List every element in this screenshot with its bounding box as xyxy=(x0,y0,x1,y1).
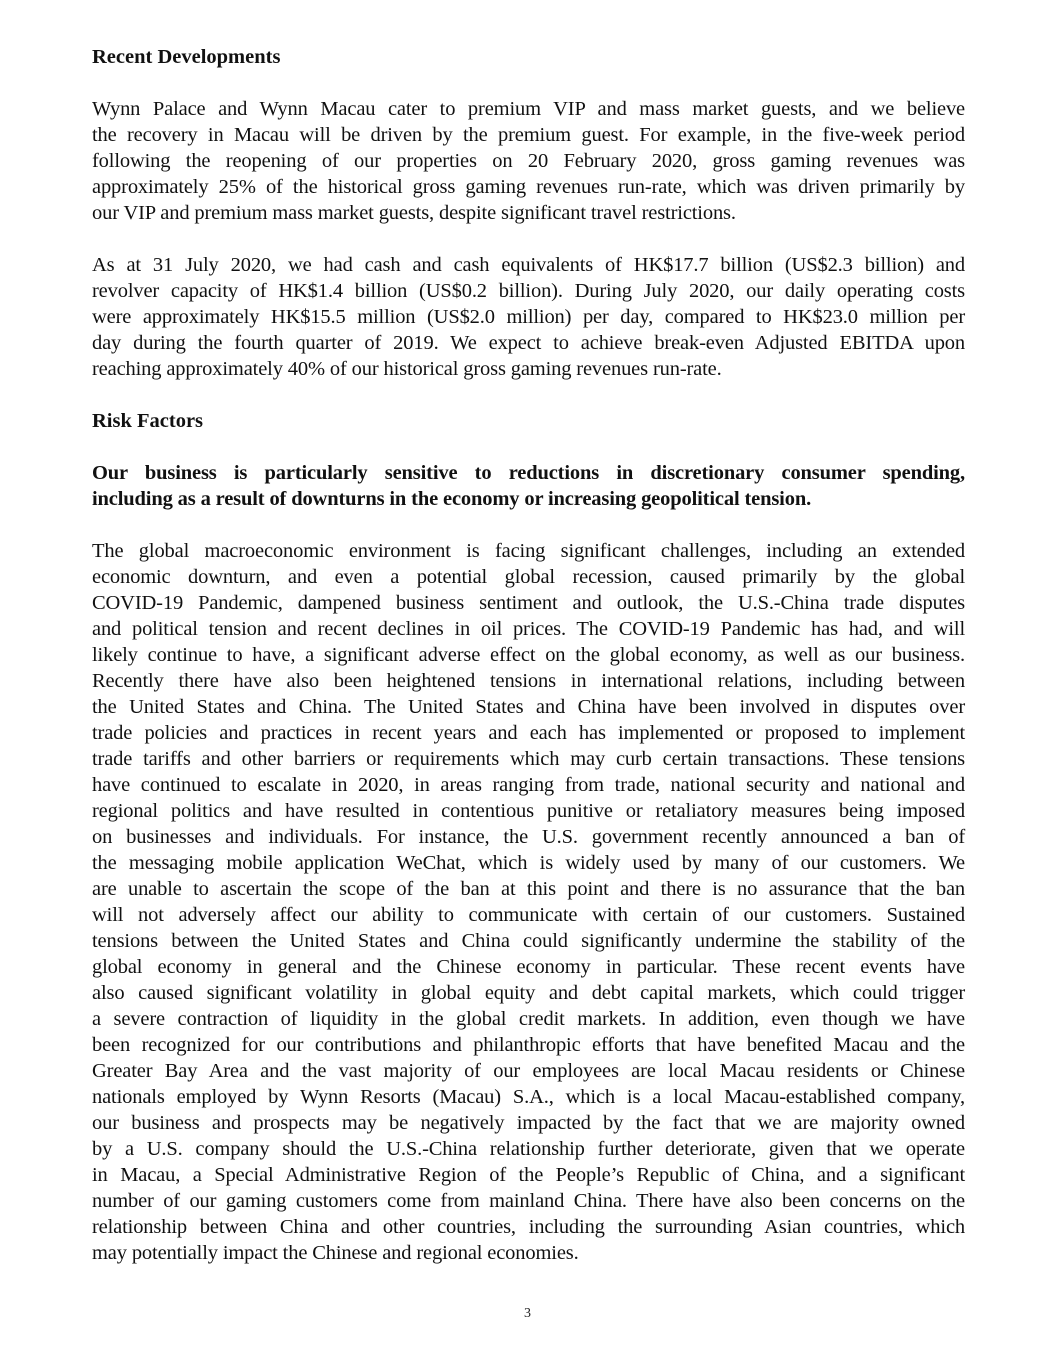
text-line: by a U.S. company should the U.S.-China relationship further deteriorate, given that we operate xyxy=(92,1138,965,1160)
paragraph-liquidity xyxy=(92,252,965,382)
spacer xyxy=(92,512,965,538)
text-line: Our business is particularly sensitive to reductions in discretionary consumer spending, xyxy=(92,462,965,484)
text-line: number of our gaming customers come from mainland China. There have also been concerns on the xyxy=(92,1190,965,1212)
text-line: COVID-19 Pandemic, dampened business sentiment and outlook, the U.S.-China trade disputes xyxy=(92,592,965,614)
text-line: day during the fourth quarter of 2019. We expect to achieve break-even Adjusted EBITDA upon xyxy=(92,332,965,354)
text-line: reaching approximately 40% of our historical gross gaming revenues run-rate. xyxy=(92,358,722,380)
text-line: As at 31 July 2020, we had cash and cash equivalents of HK$17.7 billion (US$2.3 billion) and xyxy=(92,254,965,276)
text-line: the United States and China. The United States and China have been involved in disputes over xyxy=(92,696,965,718)
text-line: been recognized for our contributions and philanthropic efforts that have benefited Macau and the xyxy=(92,1034,965,1056)
text-line: revolver capacity of HK$1.4 billion (US$0.2 billion). During July 2020, our daily operating costs xyxy=(92,280,965,302)
paragraph-recovery xyxy=(92,96,965,226)
text-line: nationals employed by Wynn Resorts (Macau) S.A., which is a local Macau-established company, xyxy=(92,1086,965,1108)
text-line: will not adversely affect our ability to communicate with certain of our customers. Sustained xyxy=(92,904,965,926)
text-line: Recently there have also been heightened tensions in international relations, including between xyxy=(92,670,965,692)
spacer xyxy=(92,70,965,96)
text-line: are unable to ascertain the scope of the ban at this point and there is no assurance that the ban xyxy=(92,878,965,900)
text-line: following the reopening of our properties on 20 February 2020, gross gaming revenues was xyxy=(92,150,965,172)
text-line: global economy in general and the Chinese economy in particular. These recent events have xyxy=(92,956,965,978)
text-line: regional politics and have resulted in contentious punitive or retaliatory measures being imposed xyxy=(92,800,965,822)
text-line: approximately 25% of the historical gross gaming revenues run-rate, which was driven primarily by xyxy=(92,176,965,198)
text-line: trade tariffs and other barriers or requirements which may curb certain transactions. These tensions xyxy=(92,748,965,770)
spacer xyxy=(92,434,965,460)
document-page xyxy=(92,44,965,1266)
text-line: in Macau, a Special Administrative Region of the People’s Republic of China, and a significant xyxy=(92,1164,965,1186)
text-line: tensions between the United States and China could significantly undermine the stability of the xyxy=(92,930,965,952)
text-line: a severe contraction of liquidity in the global credit markets. In addition, even though we have xyxy=(92,1008,965,1030)
text-line: on businesses and individuals. For instance, the U.S. government recently announced a ban of xyxy=(92,826,965,848)
text-line: the messaging mobile application WeChat, which is widely used by many of our customers. We xyxy=(92,852,965,874)
spacer xyxy=(92,226,965,252)
text-line: Greater Bay Area and the vast majority of our employees are local Macau residents or Chinese xyxy=(92,1060,965,1082)
text-line: The global macroeconomic environment is facing significant challenges, including an extended xyxy=(92,540,965,562)
section-heading-recent-developments: Recent Developments xyxy=(92,46,281,68)
text-line: and political tension and recent declines in oil prices. The COVID-19 Pandemic has had, and will xyxy=(92,618,965,640)
text-line: including as a result of downturns in the economy or increasing geopolitical tension. xyxy=(92,488,812,510)
page-number: 3 xyxy=(524,1306,531,1321)
risk-factor-subheading xyxy=(92,460,965,512)
text-line: were approximately HK$15.5 million (US$2.0 million) per day, compared to HK$23.0 million per xyxy=(92,306,965,328)
text-line: have continued to escalate in 2020, in areas ranging from trade, national security and national and xyxy=(92,774,965,796)
text-line: trade policies and practices in recent years and each has implemented or proposed to implement xyxy=(92,722,965,744)
text-line: relationship between China and other countries, including the surrounding Asian countries, which xyxy=(92,1216,965,1238)
text-line: the recovery in Macau will be driven by the premium guest. For example, in the five-week period xyxy=(92,124,965,146)
text-line: may potentially impact the Chinese and regional economies. xyxy=(92,1242,579,1264)
paragraph-macroeconomic-risk xyxy=(92,538,965,1266)
text-line: Wynn Palace and Wynn Macau cater to premium VIP and mass market guests, and we believe xyxy=(92,98,965,120)
text-line: also caused significant volatility in global equity and debt capital markets, which could trigger xyxy=(92,982,965,1004)
text-line: economic downturn, and even a potential global recession, caused primarily by the global xyxy=(92,566,965,588)
section-heading-risk-factors: Risk Factors xyxy=(92,410,204,432)
text-line: our business and prospects may be negatively impacted by the fact that we are majority owned xyxy=(92,1112,965,1134)
spacer xyxy=(92,382,965,408)
text-line: likely continue to have, a significant adverse effect on the global economy, as well as our business. xyxy=(92,644,965,666)
text-line: our VIP and premium mass market guests, despite significant travel restrictions. xyxy=(92,202,736,224)
